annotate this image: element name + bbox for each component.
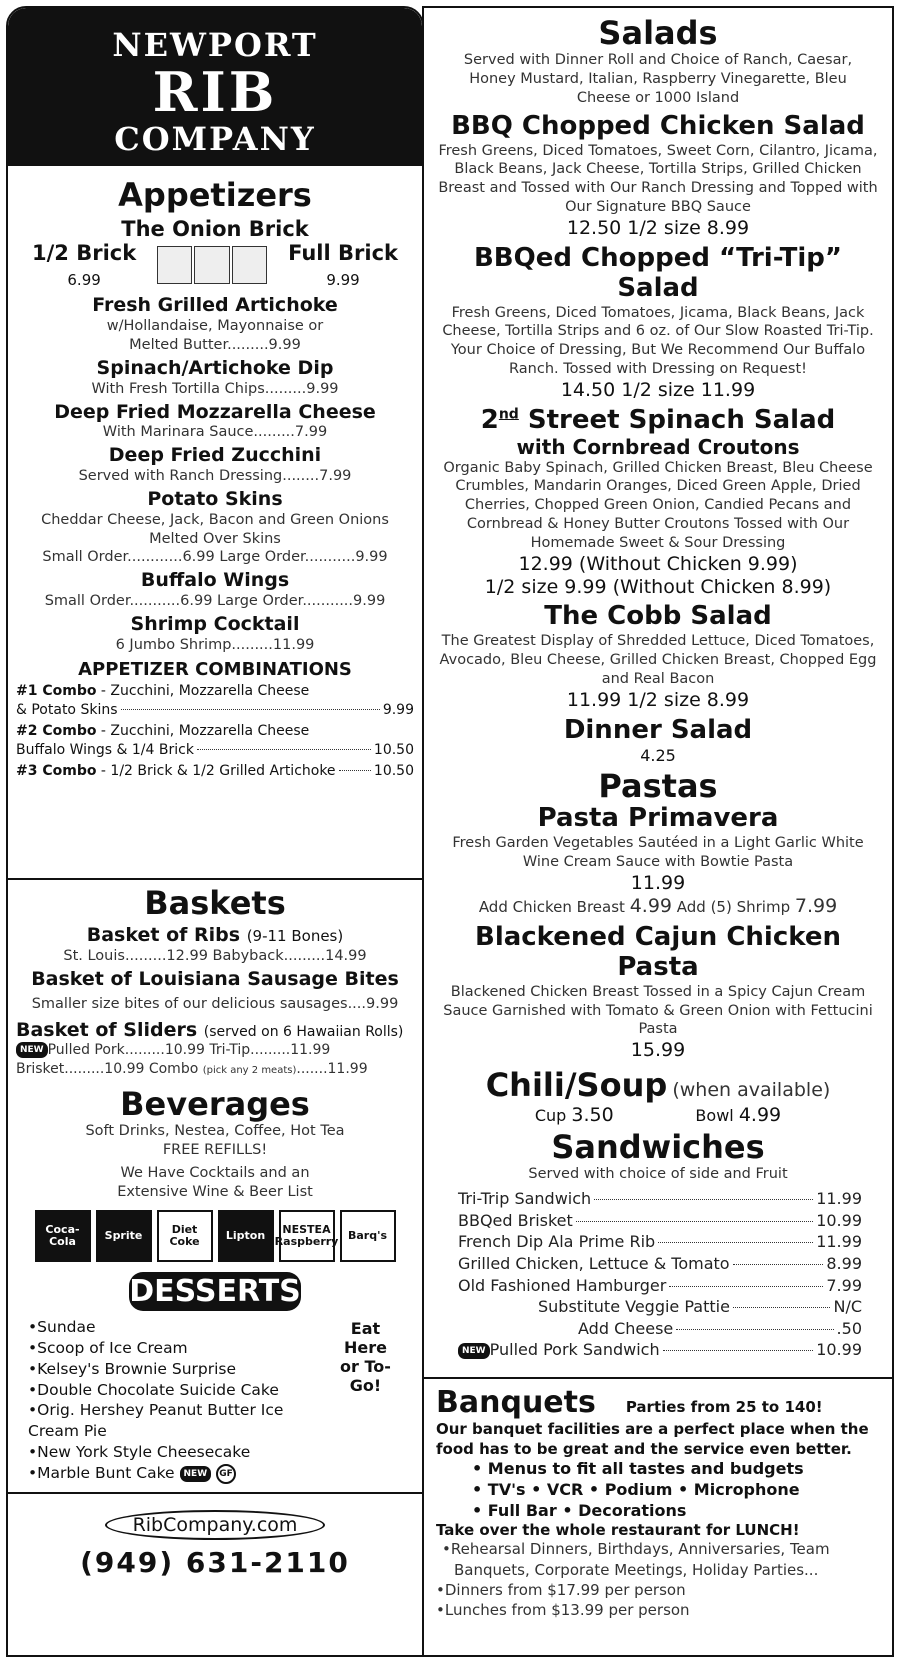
banquets-panel (422, 1377, 894, 1657)
banquets-intro: Our banquet facilities are a perfect place when the food has to be great and the service even better. (436, 1420, 869, 1458)
spinach-dip-desc: With Fresh Tortilla Chips.........9.99 (91, 380, 339, 397)
primavera-desc: Fresh Garden Vegetables Sautéed in a Light Garlic White Wine Cream Sauce with Bowtie Pasta (452, 834, 864, 870)
beverages-line-4: Extensive Wine & Beer List (117, 1183, 313, 1200)
shrimp-name: Shrimp Cocktail (130, 612, 300, 635)
spinach-salad-desc: Organic Baby Spinach, Grilled Chicken Breast, Bleu Cheese Crumbles, Mandarin Oranges, Diced Green Apple, Dried Cherries, Chopped Green Onion, Candied Pecans and Cornbread & Honey Butter Croutons Tossed with Our Homemade Sweet & Sour Dressing (443, 459, 873, 551)
banquets-lunch: Take over the whole restaurant for LUNCH! (436, 1521, 800, 1540)
sandwich-row: Substitute Veggie Pattie N/C (538, 1297, 862, 1317)
banquets-tagline: Parties from 25 to 140! (625, 1398, 823, 1416)
pastas-title: Pastas (598, 766, 718, 805)
cajun-pasta-price: 15.99 (630, 1039, 686, 1062)
cobb-salad-desc: The Greatest Display of Shredded Lettuce, Diced Tomatoes, Avocado, Bleu Cheese, Grilled Chicken Breast, Chopped Egg and Real Bacon (439, 633, 877, 688)
beverages-line-2: FREE REFILLS! (162, 1142, 268, 1159)
half-brick-label: 1/2 Brick (32, 241, 137, 266)
full-brick-label: Full Brick (288, 241, 398, 266)
dessert-item: • Kelsey's Brownie Surprise (28, 1359, 329, 1380)
banquets-item: • Dinners from $17.99 per person (436, 1580, 880, 1600)
mozzarella-desc: With Marinara Sauce.........7.99 (102, 424, 328, 441)
sandwich-row: BBQed Brisket 10.99 (458, 1210, 862, 1230)
sandwich-row: Old Fashioned Hamburger 7.99 (458, 1275, 862, 1295)
sprite-logo: Sprite (96, 1210, 152, 1262)
beverage-logos (16, 1210, 414, 1262)
bbq-chicken-salad-name: BBQ Chopped Chicken Salad (451, 110, 865, 141)
tri-tip-salad-desc: Fresh Greens, Diced Tomatoes, Jicama, Black Beans, Jack Cheese, Tortilla Strips and 6 oz. of Our Slow Roasted Tri-Tip. Your Choice of Dressing, But We Recommend Our Buffalo Ranch. Tossed with Dressing on Request! (442, 304, 874, 378)
spinach-dip-name: Spinach/Artichoke Dip (96, 356, 334, 379)
sandwich-row: Add Cheese .50 (578, 1318, 862, 1338)
phone-number: (949) 631-2110 (80, 1546, 350, 1580)
salads-panel (422, 6, 894, 1379)
sliders-basket: Basket of Sliders (served on 6 Hawaiian Rolls) (16, 1018, 404, 1041)
tri-tip-salad-price: 14.50 1/2 size 11.99 (560, 378, 756, 401)
banquets-features: • Menus to fit all tastes and budgets • TV's • VCR • Podium • Microphone • Full Bar • Decorations (472, 1459, 804, 1520)
baskets-panel (6, 878, 424, 1657)
new-badge: NEW (458, 1343, 490, 1359)
sandwich-list (434, 1184, 882, 1361)
cajun-pasta-desc: Blackened Chicken Breast Tossed in a Spicy Cajun Cream Sauce Garnished with Tomato & Green Onion with Fettucini Pasta (443, 983, 873, 1038)
potato-skins-desc-2: Melted Over Skins (149, 530, 281, 547)
mozzarella-name: Deep Fried Mozzarella Cheese (54, 400, 376, 423)
banquets-title: Banquets (436, 1385, 596, 1420)
full-brick-price: 9.99 (326, 271, 360, 290)
spinach-salad-price-2: 1/2 size 9.99 (Without Chicken 8.99) (484, 575, 832, 598)
shrimp-desc: 6 Jumbo Shrimp.........11.99 (115, 636, 315, 653)
diet-coke-logo: Diet Coke (157, 1210, 213, 1262)
tri-tip-salad-name: BBQed Chopped “Tri-Tip” Salad (473, 242, 843, 303)
dinner-salad-name: Dinner Salad (563, 714, 753, 745)
beverages-line-3: We Have Cocktails and an (120, 1165, 310, 1182)
dessert-item: • Sundae (28, 1317, 329, 1338)
gluten-free-badge: GF (216, 1464, 236, 1484)
nestea-logo: NESTEA Raspberry (279, 1210, 335, 1262)
desserts-title: DESSERTS (129, 1273, 301, 1309)
ribs-basket: Basket of Ribs (9-11 Bones) (86, 924, 344, 947)
zucchini-desc: Served with Ranch Dressing........7.99 (78, 468, 352, 485)
ribs-basket-desc: St. Louis.........12.99 Babyback.........14.99 (63, 948, 367, 965)
sliders-line-1: NEW Pulled Pork.........10.99 Tri-Tip.........11.99 (16, 1041, 414, 1060)
artichoke-desc-2: Melted Butter.........9.99 (129, 337, 301, 354)
dessert-item: • Double Chocolate Suicide Cake (28, 1380, 329, 1401)
new-badge: NEW (16, 1042, 48, 1058)
dessert-item: • Scoop of Ice Cream (28, 1338, 329, 1359)
onion-brick-icon (157, 246, 267, 284)
salads-title: Salads (598, 14, 718, 52)
baskets-title: Baskets (144, 884, 286, 922)
zucchini-name: Deep Fried Zucchini (108, 444, 322, 467)
eat-here-note: Eat Here or To-Go! (340, 1318, 391, 1396)
cobb-salad-name: The Cobb Salad (544, 601, 772, 632)
sliders-line-2: Brisket.........10.99 Combo (pick any 2 meats).......11.99 (16, 1061, 368, 1078)
sausage-basket-name: Basket of Louisiana Sausage Bites (31, 967, 399, 990)
website-link[interactable]: RibCompany.com (105, 1510, 325, 1540)
combos-title: APPETIZER COMBINATIONS (78, 658, 352, 680)
bbq-chicken-salad-desc: Fresh Greens, Diced Tomatoes, Sweet Corn, Cilantro, Jicama, Black Beans, Jack Cheese, Tortilla Strips, Grilled Chicken Breast and Tossed with Our Ranch Dressing and Topped with Our Signature BBQ Sauce (438, 142, 878, 216)
lipton-logo: Lipton (218, 1210, 274, 1262)
dinner-salad-price: 4.25 (640, 745, 676, 765)
restaurant-logo: NEWPORT RIB COMPANY (8, 8, 422, 166)
appetizers-title: Appetizers (118, 176, 312, 214)
sandwich-row: NEW Pulled Pork Sandwich 10.99 (458, 1339, 862, 1361)
artichoke-desc-1: w/Hollandaise, Mayonnaise or (106, 318, 324, 335)
onion-brick-name: The Onion Brick (121, 217, 309, 242)
banquets-list (436, 1539, 880, 1620)
primavera-price: 11.99 (630, 871, 686, 894)
bbq-chicken-salad-price: 12.50 1/2 size 8.99 (566, 216, 750, 239)
coca-cola-logo: Coca-Cola (35, 1210, 91, 1262)
combo-2: #2 Combo - Zucchini, Mozzarella Cheese Buffalo Wings & 1/4 Brick 10.50 (16, 723, 414, 759)
potato-skins-name: Potato Skins (147, 487, 283, 510)
salads-intro: Served with Dinner Roll and Choice of Ranch, Caesar, Honey Mustard, Italian, Raspberry Vinegarette, Bleu Cheese or 1000 Island (463, 52, 853, 106)
chili-soup: Chili/Soup (when available) (485, 1066, 831, 1105)
potato-skins-desc-3: Small Order............6.99 Large Order...........9.99 (42, 549, 388, 566)
sausage-basket-desc: Smaller size bites of our delicious sausages....9.99 (31, 995, 399, 1012)
combo-3: #3 Combo - 1/2 Brick & 1/2 Grilled Artichoke 10.50 (16, 762, 414, 779)
spinach-salad-name: 2nd Street Spinach Salad (480, 404, 836, 435)
banquets-header (436, 1385, 880, 1420)
wings-name: Buffalo Wings (140, 569, 290, 592)
potato-skins-desc-1: Cheddar Cheese, Jack, Bacon and Green Onions (41, 511, 389, 528)
artichoke-name: Fresh Grilled Artichoke (92, 294, 338, 317)
beverages-title: Beverages (120, 1085, 310, 1124)
desserts-list (28, 1317, 329, 1484)
beverages-line-1: Soft Drinks, Nestea, Coffee, Hot Tea (85, 1123, 345, 1140)
combo-1: #1 Combo - Zucchini, Mozzarella Cheese & Potato Skins 9.99 (16, 683, 414, 719)
primavera-name: Pasta Primavera (537, 802, 779, 833)
onion-brick-row (16, 241, 414, 289)
appetizers-panel (6, 6, 424, 880)
dessert-item: • Orig. Hershey Peanut Butter Ice Cream Pie (28, 1400, 329, 1442)
half-brick-price: 6.99 (67, 271, 101, 290)
sandwich-row: French Dip Ala Prime Rib 11.99 (458, 1232, 862, 1252)
sandwich-row: Grilled Chicken, Lettuce & Tomato 8.99 (458, 1253, 862, 1273)
sandwiches-intro: Served with choice of side and Fruit (528, 1166, 788, 1183)
cobb-salad-price: 11.99 1/2 size 8.99 (566, 688, 750, 711)
spinach-salad-subname: with Cornbread Croutons (516, 434, 800, 459)
primavera-addons: Add Chicken Breast 4.99 Add (5) Shrimp 7.99 (478, 895, 838, 918)
spinach-salad-price-1: 12.99 (Without Chicken 9.99) (518, 552, 798, 575)
cajun-pasta-name: Blackened Cajun Chicken Pasta (475, 921, 841, 982)
banquets-item: • Lunches from $13.99 per person (436, 1600, 880, 1620)
dessert-item: • Marble Bunt Cake NEW GF (28, 1463, 329, 1484)
banquets-item: • Rehearsal Dinners, Birthdays, Anniversaries, Team Banquets, Corporate Meetings, Holiday Parties... (436, 1539, 880, 1580)
dessert-item: • New York Style Cheesecake (28, 1442, 329, 1463)
chili-prices: Cup 3.50 Bowl 4.99 (534, 1104, 782, 1127)
sandwiches-title: Sandwiches (551, 1128, 765, 1167)
desserts-list-area (16, 1317, 414, 1484)
wings-desc: Small Order...........6.99 Large Order...........9.99 (44, 593, 386, 610)
new-badge: NEW (180, 1466, 212, 1482)
barqs-logo: Barq's (340, 1210, 396, 1262)
sandwich-row: Tri-Trip Sandwich 11.99 (458, 1189, 862, 1209)
